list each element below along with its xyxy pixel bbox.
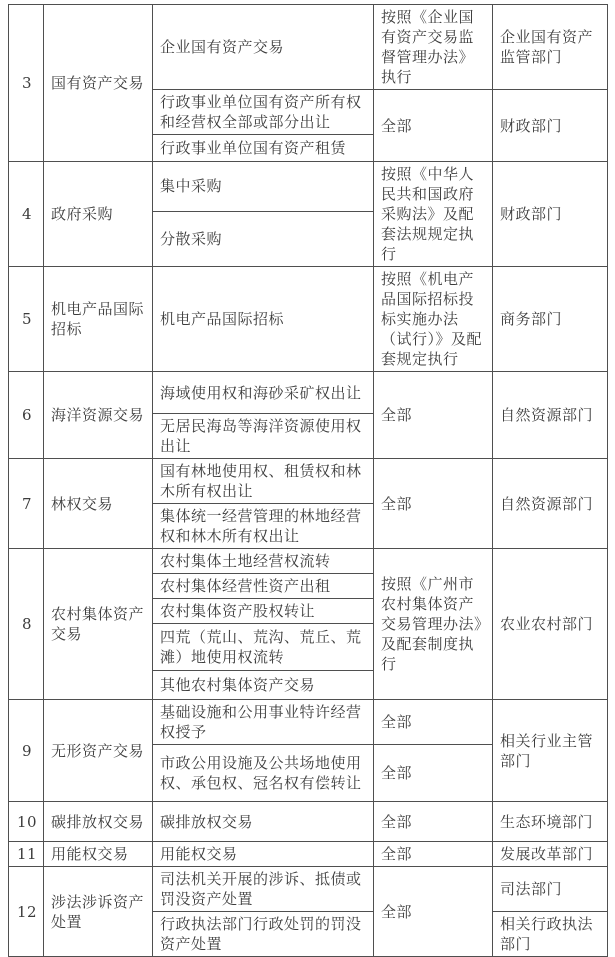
cell-item: 企业国有资产交易 — [153, 5, 374, 90]
cell-department: 发展改革部门 — [493, 842, 608, 867]
cell-scope: 按照《企业国有资产交易监督管理办法》执行 — [374, 5, 493, 90]
table-row — [9, 842, 608, 867]
cell-scope: 全部 — [374, 459, 493, 549]
cell-category: 政府采购 — [44, 162, 153, 267]
cell-category: 农村集体资产交易 — [44, 549, 153, 700]
cell-department: 生态环境部门 — [493, 802, 608, 842]
cell-row-number: 10 — [9, 802, 44, 842]
cell-scope: 全部 — [374, 372, 493, 459]
cell-item: 行政事业单位国有资产租赁 — [153, 135, 374, 162]
cell-department: 财政部门 — [493, 90, 608, 162]
cell-department: 商务部门 — [493, 267, 608, 372]
cell-scope: 全部 — [374, 802, 493, 842]
cell-row-number: 3 — [9, 5, 44, 162]
cell-department: 自然资源部门 — [493, 372, 608, 459]
cell-category: 海洋资源交易 — [44, 372, 153, 459]
cell-scope: 全部 — [374, 700, 493, 745]
cell-row-number: 4 — [9, 162, 44, 267]
cell-department: 财政部门 — [493, 162, 608, 267]
cell-item: 海域使用权和海砂采矿权出让 — [153, 372, 374, 414]
cell-category: 无形资产交易 — [44, 700, 153, 802]
cell-item: 农村集体土地经营权流转 — [153, 549, 374, 574]
cell-item: 四荒（荒山、荒沟、荒丘、荒滩）地使用权流转 — [153, 624, 374, 671]
table-row — [9, 267, 608, 372]
cell-category: 涉法涉诉资产处置 — [44, 867, 153, 957]
cell-scope: 按照《机电产品国际招标投标实施办法（试行）》及配套规定执行 — [374, 267, 493, 372]
cell-scope: 按照《广州市农村集体资产交易管理办法》及配套制度执行 — [374, 549, 493, 700]
cell-item: 行政事业单位国有资产所有权和经营权全部或部分出让 — [153, 90, 374, 135]
cell-category: 碳排放权交易 — [44, 802, 153, 842]
cell-item: 无居民海岛等海洋资源使用权出让 — [153, 414, 374, 459]
cell-item: 其他农村集体资产交易 — [153, 671, 374, 700]
cell-item: 农村集体资产股权转让 — [153, 599, 374, 624]
cell-item: 国有林地使用权、租赁权和林木所有权出让 — [153, 459, 374, 504]
cell-department: 相关行政执法部门 — [493, 912, 608, 957]
cell-category: 国有资产交易 — [44, 5, 153, 162]
cell-department: 农业农村部门 — [493, 549, 608, 700]
cell-scope: 全部 — [374, 745, 493, 802]
cell-category: 林权交易 — [44, 459, 153, 549]
cell-department: 自然资源部门 — [493, 459, 608, 549]
cell-item: 司法机关开展的涉诉、抵债或罚没资产处置 — [153, 867, 374, 912]
cell-item: 机电产品国际招标 — [153, 267, 374, 372]
table-row — [9, 549, 608, 574]
cell-item: 分散采购 — [153, 211, 374, 266]
table-row — [9, 372, 608, 414]
table-row — [9, 162, 608, 212]
cell-item: 农村集体经营性资产出租 — [153, 574, 374, 599]
table-row — [9, 700, 608, 745]
cell-row-number: 5 — [9, 267, 44, 372]
cell-item: 集体统一经营管理的林地经营权和林木所有权出让 — [153, 504, 374, 549]
table-row — [9, 802, 608, 842]
cell-item: 碳排放权交易 — [153, 802, 374, 842]
cell-category: 用能权交易 — [44, 842, 153, 867]
table-row — [9, 5, 608, 90]
trading-categories-table — [8, 4, 608, 957]
cell-row-number: 11 — [9, 842, 44, 867]
cell-item: 市政公用设施及公共场地使用权、承包权、冠名权有偿转让 — [153, 745, 374, 802]
cell-item: 基础设施和公用事业特许经营权授予 — [153, 700, 374, 745]
cell-category: 机电产品国际招标 — [44, 267, 153, 372]
cell-scope: 按照《中华人民共和国政府采购法》及配套法规规定执行 — [374, 162, 493, 267]
cell-row-number: 6 — [9, 372, 44, 459]
cell-department: 企业国有资产监管部门 — [493, 5, 608, 90]
cell-scope: 全部 — [374, 867, 493, 957]
cell-department: 相关行业主管部门 — [493, 700, 608, 802]
table-row — [9, 459, 608, 504]
cell-row-number: 7 — [9, 459, 44, 549]
cell-item: 行政执法部门行政处罚的罚没资产处置 — [153, 912, 374, 957]
cell-row-number: 9 — [9, 700, 44, 802]
cell-scope: 全部 — [374, 842, 493, 867]
cell-item: 用能权交易 — [153, 842, 374, 867]
table-row — [9, 867, 608, 912]
cell-row-number: 12 — [9, 867, 44, 957]
cell-department: 司法部门 — [493, 867, 608, 912]
cell-row-number: 8 — [9, 549, 44, 700]
cell-item: 集中采购 — [153, 162, 374, 212]
cell-scope: 全部 — [374, 90, 493, 162]
